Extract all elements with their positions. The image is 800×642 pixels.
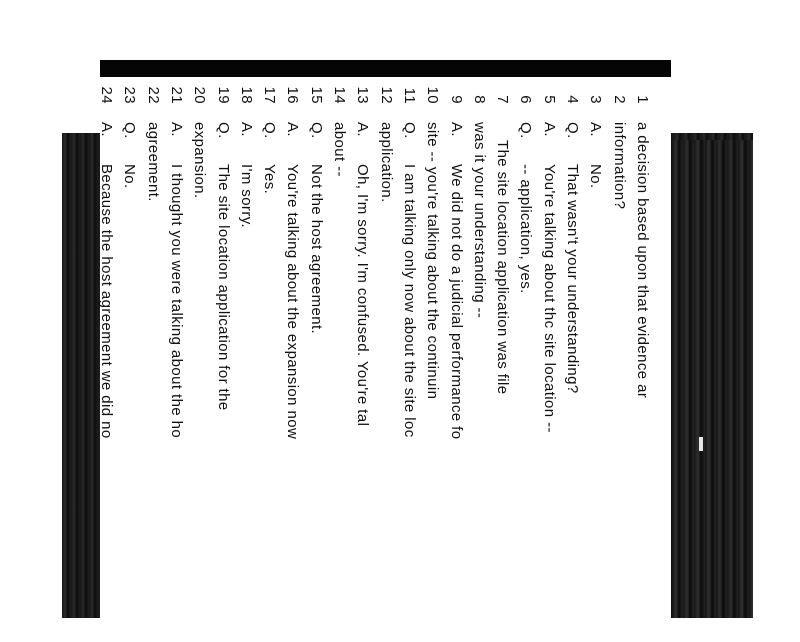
transcript-line [324,82,348,642]
line-text: That wasn't your understanding? [564,164,582,394]
speaker-label: A. [237,122,255,137]
transcript-line [208,82,232,642]
line-text: Yes. [261,164,279,195]
line-number: 23 [121,86,139,104]
line-text: agreement. [144,122,162,202]
transcript-line [231,82,255,642]
line-text: I am talking only now about the site loc [401,164,418,438]
speaker-label: A. [587,122,605,137]
line-text: site -- you're talking about the continuin [424,122,442,400]
edge-mark [699,437,703,451]
line-number: 17 [261,86,279,104]
line-text: No. [587,164,605,189]
speaker-label: A. [168,122,185,137]
speaker-label: Q. [517,122,535,139]
transcript-page [100,60,671,618]
line-number: 3 [587,95,605,104]
line-text: You're talking about thc site location -- [540,164,558,433]
line-number: 21 [168,86,185,104]
transcript-line [604,82,628,642]
line-text: I'm sorry. [237,164,255,229]
transcript-line [394,82,418,642]
speaker-label: Q. [307,122,325,139]
transcript-line [557,82,581,642]
line-number: 4 [564,95,582,104]
speaker-label: A. [284,122,302,137]
page-top-edge [100,60,671,77]
transcript-line [417,82,441,642]
line-text: information? [610,122,628,210]
line-text: was it your understanding -- [470,122,488,319]
line-number: 22 [144,86,162,104]
scanner-edge-strip [672,140,753,618]
speaker-label: Q. [121,122,139,139]
transcript-line [184,82,208,642]
line-text: Because the host agreement we did no [98,164,116,439]
speaker-label: Q. [261,122,279,139]
line-number: 8 [470,95,488,104]
line-number: 1 [634,95,651,104]
transcript-line [347,82,371,642]
line-text: The site location application was file [494,140,512,395]
line-number: 10 [424,86,442,104]
line-number: 13 [354,86,372,104]
transcript-line [278,82,302,642]
line-text: about -- [331,122,349,177]
line-number: 19 [214,86,232,104]
line-text: You're talking about the expansion now [284,164,302,440]
speaker-label: Q. [564,122,582,139]
speaker-label: A. [447,122,465,137]
line-text: a decision based upon that evidence ar [634,122,651,399]
line-text: -- application, yes. [517,164,535,294]
transcript-line [464,82,488,642]
line-text: application. [377,122,395,203]
speaker-label: A. [98,122,116,137]
line-number: 18 [237,86,255,104]
transcript-line [254,82,278,642]
line-number: 15 [307,86,325,104]
line-number: 24 [98,86,116,104]
transcript-line [487,82,511,642]
transcript-line [138,82,162,642]
speaker-label: A. [540,122,558,137]
transcript-line [580,82,604,642]
line-number: 14 [331,86,349,104]
line-text: Oh, I'm sorry. I'm confused. You're tal [354,164,372,427]
transcript-line [301,82,325,642]
line-number: 20 [191,86,209,104]
speaker-label: Q. [214,122,232,139]
speaker-label: A. [354,122,372,137]
transcript-line [114,82,138,642]
line-text: Not the host agreement. [307,164,325,335]
line-number: 16 [284,86,302,104]
transcript-line [627,82,651,642]
transcript-line [441,82,465,642]
transcript-line [91,82,115,642]
speaker-label: Q. [401,122,418,139]
line-text: We did not do a judicial performance fo [447,164,465,440]
line-number: 6 [517,95,535,104]
transcript-line [161,82,185,642]
line-number: 7 [494,95,512,104]
line-number: 2 [610,95,628,104]
line-number: 11 [401,87,418,104]
line-text: I thought you were talking about the ho [168,164,185,439]
line-number: 9 [447,95,465,104]
line-text: No. [121,164,139,189]
line-number: 5 [540,95,558,104]
transcript-line [534,82,558,642]
line-text: The site location application for the [214,164,232,411]
transcript-line [511,82,535,642]
line-number: 12 [377,86,395,104]
line-text: expansion. [191,122,209,199]
transcript-line [371,82,395,642]
